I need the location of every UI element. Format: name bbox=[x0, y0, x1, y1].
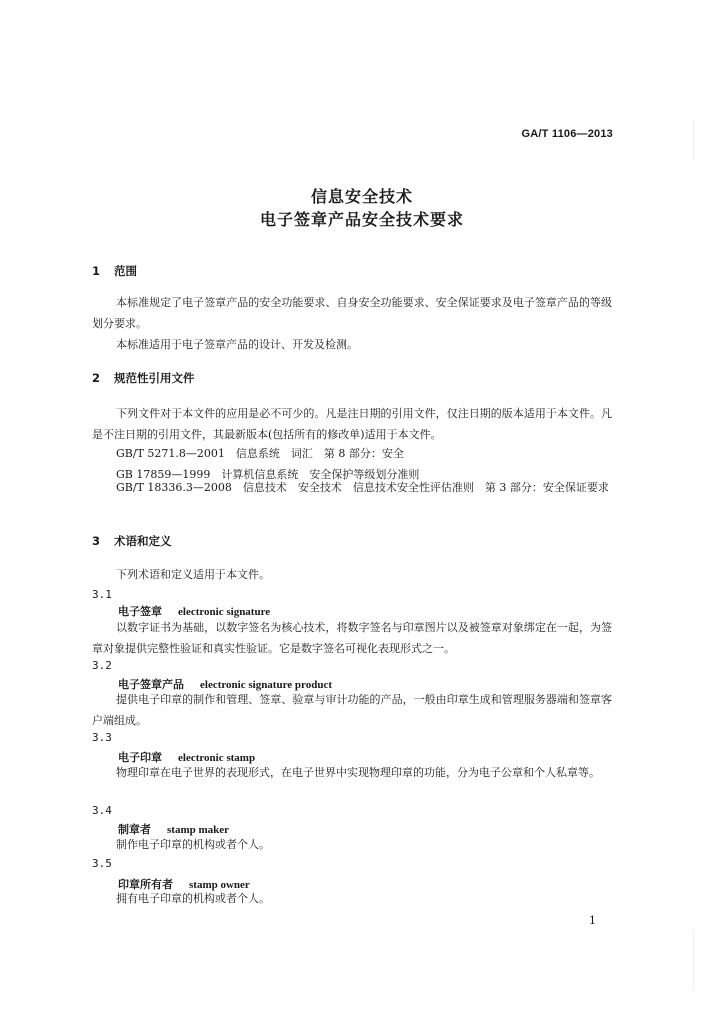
reference-item: GB/T 5271.8—2001 信息系统 词汇 第 8 部分：安全 bbox=[116, 447, 404, 460]
reference-item: GB 17859—1999 计算机信息系统 安全保护等级划分准则 bbox=[116, 468, 420, 481]
paragraph-text: 下列术语和定义适用于本文件。 bbox=[116, 568, 270, 581]
term-en: stamp maker bbox=[167, 824, 230, 836]
term-cn: 电子签章 bbox=[118, 605, 162, 618]
term-number: 3.5 bbox=[92, 857, 112, 870]
paragraph-text: 制作电子印章的机构或者个人。 bbox=[116, 838, 270, 851]
term-number: 3.3 bbox=[92, 731, 112, 744]
section-heading-scope bbox=[92, 263, 137, 279]
paragraph-text: 本标准适用于电子签章产品的设计、开发及检测。 bbox=[116, 338, 358, 351]
section-title: 范围 bbox=[114, 264, 137, 278]
section-heading-terms bbox=[92, 533, 172, 549]
paragraph-text: 提供电子印章的制作和管理、签章、验章与审计功能的产品，一般由印章生成和管理服务器端和签章客户端组成。 bbox=[92, 693, 612, 727]
term-cn: 电子签章产品 bbox=[118, 678, 184, 691]
term-definition bbox=[92, 762, 612, 783]
document-title-line1: 信息安全技术 bbox=[310, 187, 413, 206]
term-number: 3.2 bbox=[92, 659, 112, 672]
standard-code: GA/T 1106—2013 bbox=[521, 128, 613, 140]
scan-edge-mark bbox=[693, 930, 694, 990]
section-heading-references bbox=[92, 370, 195, 386]
term-definition bbox=[92, 617, 612, 659]
scope-paragraph-1 bbox=[92, 292, 612, 334]
term-number: 3.1 bbox=[92, 588, 112, 601]
section-number: 3 bbox=[92, 534, 101, 548]
term-en: electronic stamp bbox=[178, 752, 256, 764]
term-cn: 印章所有者 bbox=[118, 878, 173, 891]
page-number: 1 bbox=[589, 914, 596, 927]
scan-edge-mark bbox=[693, 120, 694, 160]
paragraph-text: 物理印章在电子世界的表现形式，在电子世界中实现物理印章的功能，分为电子公章和个人私章等。 bbox=[116, 766, 600, 779]
term-definition bbox=[92, 888, 612, 909]
references-intro bbox=[92, 403, 612, 445]
paragraph-text: 以数字证书为基础，以数字签名为核心技术，将数字签名与印章图片以及被签章对象绑定在一起，为签章对象提供完整性验证和真实性验证。它是数字签名可视化表现形式之一。 bbox=[92, 621, 612, 655]
document-title-line2: 电子签章产品安全技术要求 bbox=[259, 210, 464, 229]
term-en: electronic signature product bbox=[200, 679, 332, 691]
section-title: 规范性引用文件 bbox=[114, 371, 195, 385]
paragraph-text: GB/T 18336.3—2008 信息技术 安全技术 信息技术安全性评估准则 第 3 部分：安全保证要求 bbox=[116, 481, 609, 494]
term-en: stamp owner bbox=[189, 879, 250, 891]
term-cn: 电子印章 bbox=[118, 751, 162, 764]
term-number: 3.4 bbox=[92, 804, 112, 817]
paragraph-text: 本标准规定了电子签章产品的安全功能要求、自身安全功能要求、安全保证要求及电子签章产品的等级划分要求。 bbox=[92, 296, 612, 330]
reference-item-long bbox=[92, 477, 612, 498]
term-definition bbox=[92, 834, 612, 855]
scope-paragraph-2 bbox=[92, 334, 612, 355]
term-en: electronic signature bbox=[178, 606, 271, 618]
paragraph-text: 下列文件对于本文件的应用是必不可少的。凡是注日期的引用文件，仅注日期的版本适用于本文件。凡是不注日期的引用文件，其最新版本(包括所有的修改单)适用于本文件。 bbox=[92, 407, 612, 441]
section-number: 2 bbox=[92, 371, 101, 385]
section-number: 1 bbox=[92, 264, 101, 278]
paragraph-text: 拥有电子印章的机构或者个人。 bbox=[116, 892, 270, 905]
terms-intro bbox=[92, 564, 612, 585]
term-definition bbox=[92, 689, 612, 731]
section-title: 术语和定义 bbox=[114, 534, 172, 548]
term-cn: 制章者 bbox=[118, 823, 151, 836]
